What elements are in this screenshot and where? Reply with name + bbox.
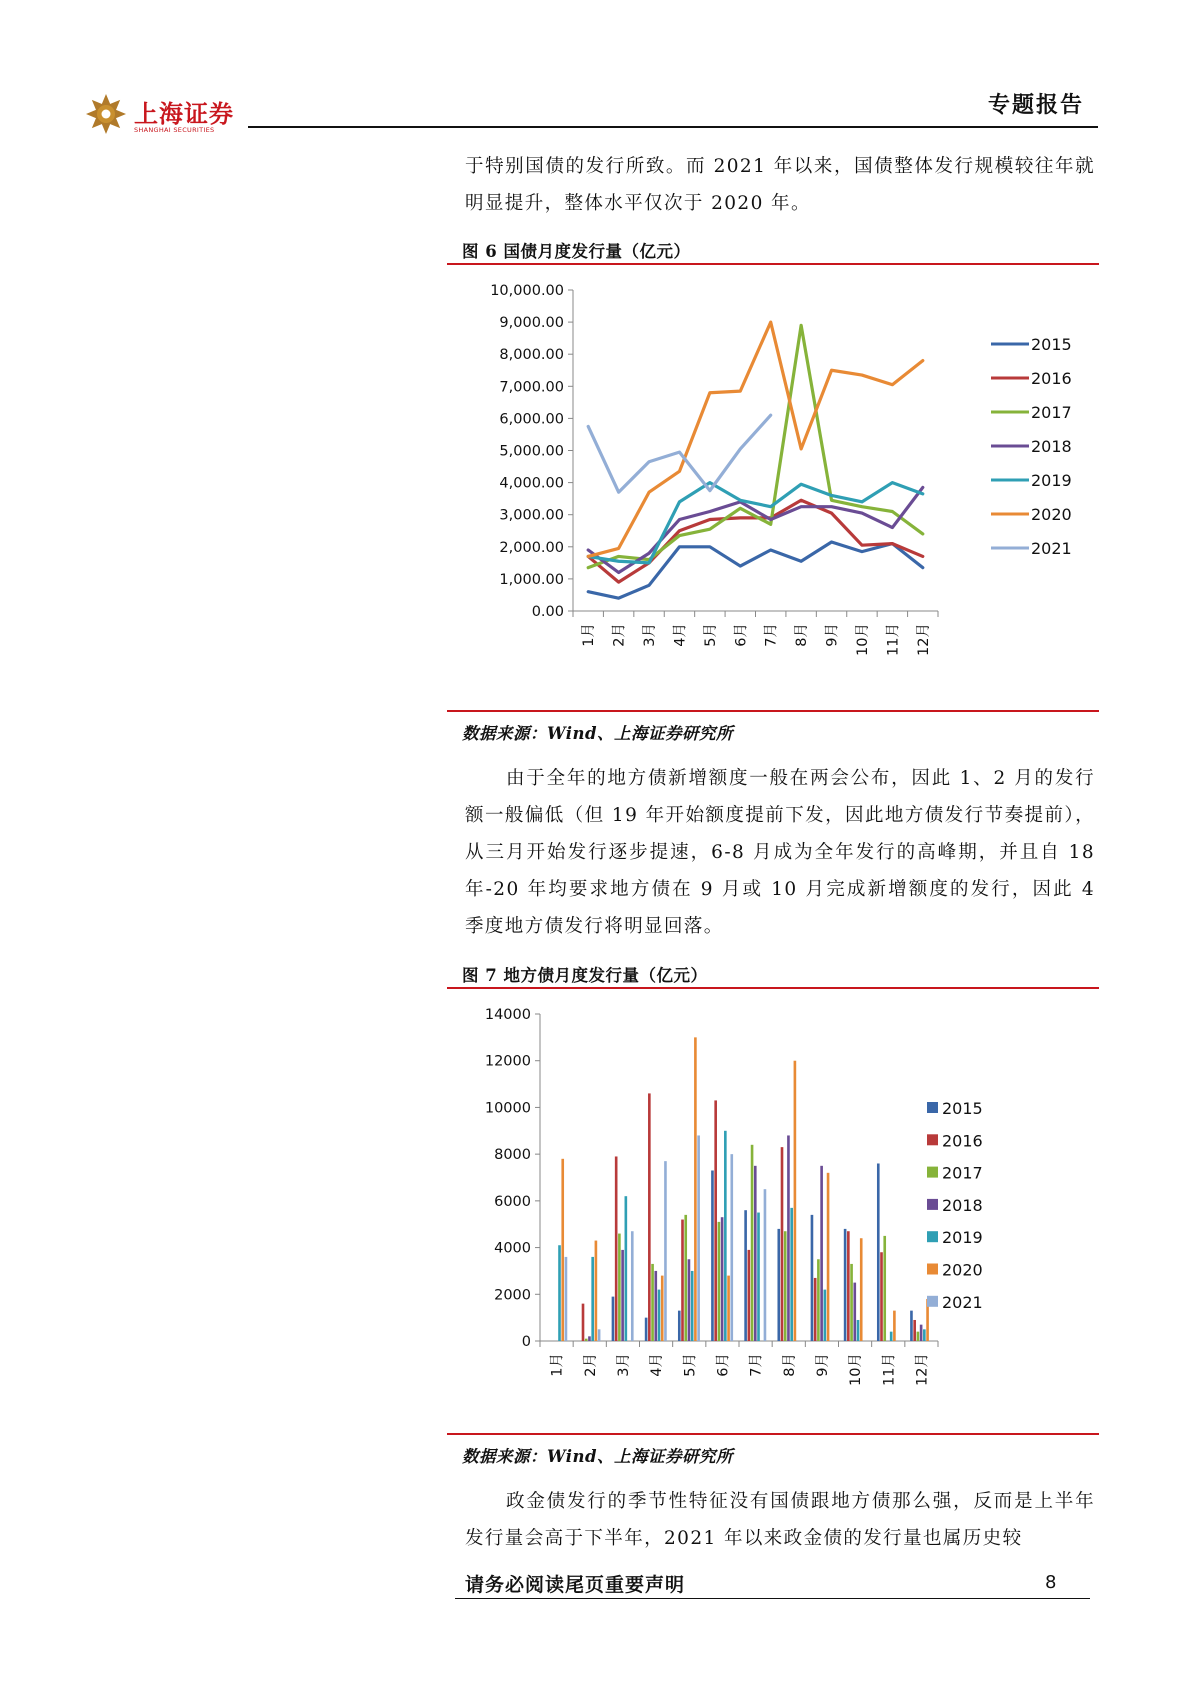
bar-2015: [811, 1215, 814, 1341]
bar-2015: [678, 1311, 681, 1341]
bar-2017: [684, 1215, 687, 1341]
bar-2018: [853, 1283, 856, 1341]
legend-swatch: [927, 1264, 938, 1275]
series-line-2019: [588, 483, 923, 563]
y-tick-label: 12000: [484, 1053, 531, 1070]
bar-2018: [688, 1259, 691, 1341]
bar-2015: [844, 1229, 847, 1341]
paragraph-3: 政金债发行的季节性特征没有国债跟地方债那么强，反而是上半年发行量会高于下半年，2021 年以来政金债的发行量也属历史较: [465, 1491, 1095, 1549]
bar-2017: [917, 1332, 920, 1341]
series-line-2017: [588, 325, 923, 567]
figure-7-title: 图 7 地方债月度发行量（亿元）: [462, 966, 708, 985]
legend-label: 2018: [1031, 437, 1072, 456]
x-tick-label: 4月: [672, 623, 689, 647]
bar-2017: [817, 1259, 820, 1341]
legend-label: 2016: [942, 1131, 983, 1151]
bar-2018: [754, 1166, 757, 1341]
bar-2020: [561, 1159, 564, 1341]
bar-2015: [744, 1210, 747, 1341]
footer-disclaimer-note: 请务必阅读尾页重要声明: [465, 1574, 686, 1596]
bar-2020: [827, 1173, 830, 1341]
x-tick-label: 8月: [781, 1353, 798, 1377]
bar-2018: [820, 1166, 823, 1341]
figure-6-top-rule: [447, 263, 1099, 265]
legend-swatch: [927, 1296, 938, 1307]
bar-2020: [860, 1238, 863, 1341]
brand-name: 上海证券: [134, 100, 234, 128]
legend-swatch: [927, 1102, 938, 1113]
x-tick-label: 10月: [848, 1353, 865, 1386]
bar-2015: [645, 1318, 648, 1341]
bar-2016: [781, 1147, 784, 1341]
legend-label: 2015: [942, 1099, 983, 1118]
bar-2020: [694, 1037, 697, 1341]
x-tick-label: 12月: [915, 623, 932, 656]
bar-2017: [883, 1236, 886, 1341]
series-line-2021: [588, 415, 771, 492]
footer-divider: [455, 1598, 1090, 1599]
bar-2020: [727, 1276, 730, 1341]
x-tick-label: 6月: [715, 1353, 732, 1377]
bar-2015: [612, 1297, 615, 1341]
x-tick-label: 5月: [682, 1353, 699, 1377]
legend-swatch: [927, 1231, 938, 1242]
bar-2017: [784, 1231, 787, 1341]
bar-2015: [910, 1311, 913, 1341]
y-tick-label: 7,000.00: [499, 379, 564, 396]
series-line-2020: [588, 322, 923, 556]
bar-2019: [658, 1290, 661, 1341]
figure-6-bottom-rule: [447, 710, 1099, 712]
bar-2016: [880, 1252, 883, 1341]
x-tick-label: 10月: [854, 623, 871, 656]
bar-2017: [651, 1264, 654, 1341]
x-tick-label: 9月: [814, 1353, 831, 1377]
x-tick-label: 7月: [763, 623, 780, 647]
bar-2020: [595, 1241, 598, 1341]
bar-2019: [890, 1332, 893, 1341]
legend-label: 2020: [1031, 505, 1072, 524]
y-tick-label: 1,000.00: [499, 571, 564, 588]
legend-label: 2020: [942, 1260, 983, 1280]
document-type: 专题报告: [987, 92, 1084, 118]
bar-2016: [615, 1156, 618, 1341]
bar-2017: [751, 1145, 754, 1341]
legend-label: 2019: [942, 1228, 983, 1248]
y-tick-label: 6,000.00: [499, 411, 564, 428]
y-tick-label: 6000: [494, 1193, 531, 1210]
x-tick-label: 5月: [702, 623, 719, 647]
bar-2020: [893, 1311, 896, 1341]
bar-2020: [794, 1061, 797, 1341]
bar-2021: [598, 1329, 601, 1341]
y-tick-label: 14000: [484, 1007, 531, 1023]
figure-6-line-chart: [447, 268, 1099, 708]
page-number: 8: [1045, 1572, 1057, 1593]
x-tick-label: 2月: [611, 623, 628, 647]
legend-swatch: [927, 1134, 938, 1145]
figure-7-top-rule: [447, 987, 1099, 989]
legend-label: 2015: [1031, 335, 1072, 354]
legend-swatch: [927, 1199, 938, 1210]
y-tick-label: 2000: [494, 1287, 531, 1304]
y-tick-label: 8,000.00: [499, 347, 564, 364]
paragraph-1: 于特别国债的发行所致。而 2021 年以来，国债整体发行规模较往年就明显提升，整体水平仅次于 2020 年。: [465, 156, 1095, 214]
bar-2019: [790, 1208, 793, 1341]
bar-2021: [764, 1189, 767, 1341]
bar-2018: [721, 1217, 724, 1341]
bar-2018: [787, 1135, 790, 1341]
figure-6-title: 图 6 国债月度发行量（亿元）: [462, 242, 691, 261]
bar-2017: [585, 1339, 588, 1341]
paragraph-2: 由于全年的地方债新增额度一般在两会公布，因此 1、2 月的发行额一般偏低（但 19 年开始额度提前下发，因此地方债发行节奏提前），从三月开始发行逐步提速，6-8 月成为全年发行的高峰期，并且自 18 年-20 年均要求地方债在 9 月或 10 月完成新增额度的发行，因此 4 季度地方债发行将明显回落。: [465, 768, 1095, 937]
y-tick-label: 4000: [494, 1240, 531, 1257]
bar-2017: [618, 1234, 621, 1341]
legend-label: 2021: [1031, 539, 1072, 558]
bar-2016: [681, 1220, 684, 1341]
bar-2019: [824, 1290, 827, 1341]
bar-2016: [748, 1250, 751, 1341]
bar-2021: [565, 1257, 568, 1341]
bar-2016: [648, 1093, 651, 1341]
y-tick-label: 9,000.00: [499, 315, 564, 332]
bar-2019: [558, 1245, 561, 1341]
y-tick-label: 5,000.00: [499, 443, 564, 460]
y-tick-label: 8000: [494, 1147, 531, 1164]
legend-swatch: [927, 1167, 938, 1178]
legend-label: 2018: [942, 1195, 983, 1215]
bar-2019: [757, 1213, 760, 1341]
x-tick-label: 6月: [733, 623, 750, 647]
x-tick-label: 2月: [582, 1353, 599, 1377]
x-tick-label: 4月: [649, 1353, 666, 1377]
bar-2020: [661, 1276, 664, 1341]
figure-7-source: 数据来源：Wind、上海证券研究所: [462, 1447, 734, 1466]
bar-2019: [724, 1131, 727, 1341]
header-divider: [248, 126, 1098, 128]
bar-2015: [877, 1163, 880, 1341]
x-tick-label: 11月: [885, 623, 902, 656]
y-tick-label: 2,000.00: [499, 539, 564, 556]
x-tick-label: 8月: [794, 623, 811, 647]
x-tick-label: 11月: [881, 1353, 898, 1386]
y-tick-label: 4,000.00: [499, 475, 564, 492]
bar-2018: [654, 1271, 657, 1341]
bar-2021: [664, 1161, 667, 1341]
y-tick-label: 0.00: [531, 604, 564, 620]
legend-label: 2019: [1031, 471, 1072, 490]
x-tick-label: 3月: [615, 1353, 632, 1377]
x-tick-label: 12月: [914, 1353, 931, 1386]
bar-2018: [621, 1250, 624, 1341]
bar-2021: [730, 1154, 733, 1341]
bar-2019: [625, 1196, 628, 1341]
bar-2019: [923, 1329, 926, 1341]
x-tick-label: 1月: [549, 1353, 566, 1377]
brand-name-english: SHANGHAI SECURITIES: [134, 126, 215, 134]
bar-2017: [718, 1222, 721, 1341]
bar-2019: [691, 1271, 694, 1341]
bar-2016: [582, 1304, 585, 1341]
x-tick-label: 1月: [581, 623, 598, 647]
bar-2017: [850, 1264, 853, 1341]
bar-2015: [777, 1229, 780, 1341]
legend-label: 2017: [942, 1163, 983, 1183]
bar-2021: [697, 1135, 700, 1341]
x-tick-label: 7月: [748, 1353, 765, 1377]
bar-2018: [920, 1325, 923, 1341]
bar-2021: [631, 1231, 634, 1341]
legend-label: 2021: [942, 1292, 983, 1312]
legend-label: 2016: [1031, 369, 1072, 388]
y-tick-label: 10,000.00: [490, 283, 564, 299]
bar-2016: [913, 1320, 916, 1341]
y-tick-label: 10000: [484, 1100, 531, 1117]
x-tick-label: 3月: [642, 623, 659, 647]
legend-label: 2017: [1031, 403, 1072, 422]
x-tick-label: 9月: [824, 623, 841, 647]
y-tick-label: 3,000.00: [499, 507, 564, 524]
bar-2016: [814, 1278, 817, 1341]
bar-2018: [588, 1336, 591, 1341]
bar-2019: [591, 1257, 594, 1341]
figure-6-source: 数据来源：Wind、上海证券研究所: [462, 724, 734, 743]
shanghai-securities-logo-icon: [84, 92, 128, 136]
figure-7-bottom-rule: [447, 1433, 1099, 1435]
y-tick-label: 0: [521, 1334, 531, 1350]
bar-2015: [711, 1170, 714, 1341]
bar-2019: [857, 1320, 860, 1341]
bar-2016: [847, 1231, 850, 1341]
bar-2016: [714, 1100, 717, 1341]
figure-7-bar-chart: [447, 992, 1099, 1432]
